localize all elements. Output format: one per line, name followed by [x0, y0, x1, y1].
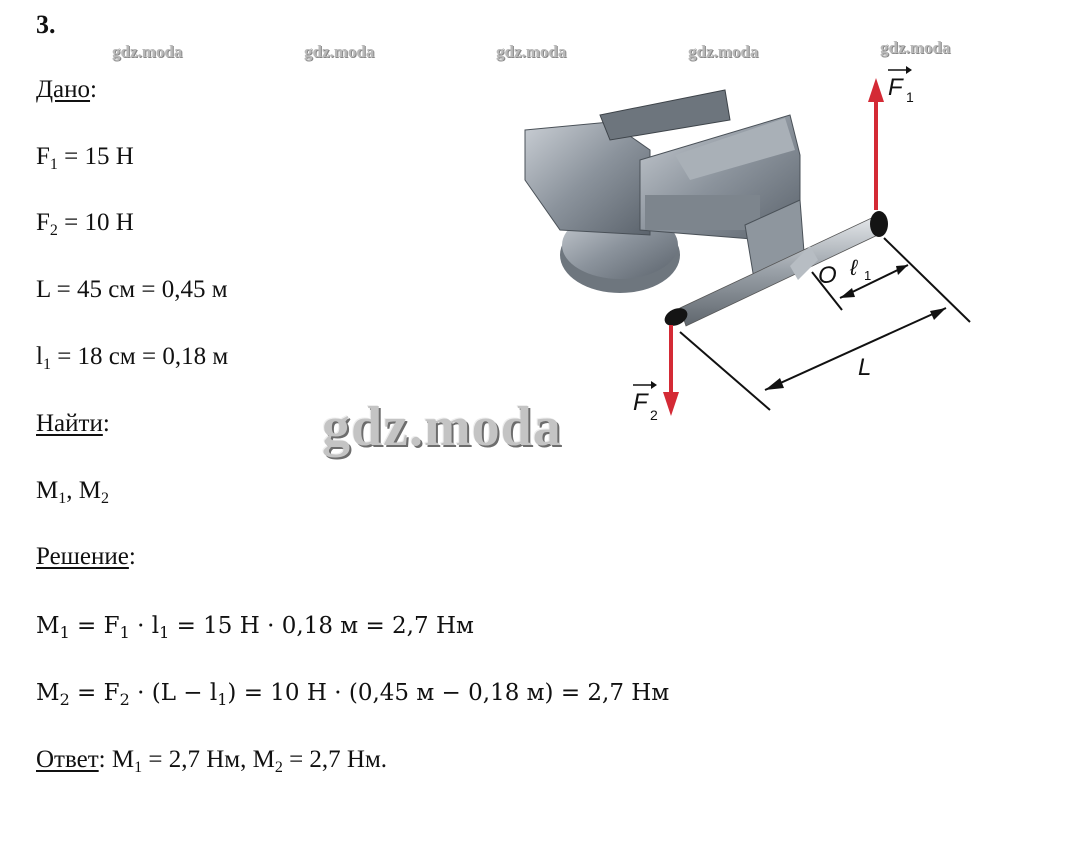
colon: :: [102, 410, 110, 437]
value-text: = 18 см = 0,18 м: [50, 343, 229, 370]
answer-text: = 2,7 Нм, M: [142, 746, 275, 773]
solution-heading: Решение: [36, 543, 129, 570]
colon: :: [128, 543, 136, 570]
colon: :: [90, 76, 97, 103]
given-f2: [36, 209, 134, 237]
label-l: L: [858, 354, 872, 381]
value-text: = 10 Н: [57, 209, 134, 236]
force-arrow-f1: [868, 78, 884, 210]
equation-m2: [36, 680, 670, 709]
formula-text: = F: [69, 613, 120, 639]
find-heading: Найти: [36, 410, 103, 437]
answer-line: [36, 746, 387, 774]
given-heading: Дано: [36, 76, 91, 103]
given-heading-line: [36, 76, 97, 104]
value-text: = 15 Н: [57, 143, 134, 170]
symbol: M: [36, 477, 59, 504]
formula-text: · l: [129, 613, 160, 639]
formula-text: ) = 10 Н · (0,45 м − 0,18 м) = 2,7 Нм: [227, 680, 670, 706]
answer-text: = 2,7 Нм.: [282, 746, 388, 773]
answer-heading: Ответ: [36, 746, 99, 773]
watermark: gdz.moda: [496, 42, 567, 61]
watermark: gdz.moda: [880, 38, 951, 57]
symbol: F: [36, 209, 50, 236]
solution-heading-line: [36, 543, 136, 571]
given-f1: [36, 143, 134, 171]
formula-text: = F: [69, 680, 120, 706]
symbol: M: [36, 680, 60, 706]
force-arrow-f2: [663, 325, 679, 416]
label-l1: ℓ: [850, 255, 858, 280]
subscript: 2: [100, 490, 109, 507]
formula-text: = 15 Н · 0,18 м = 2,7 Нм: [169, 613, 474, 639]
value-text: = 45 см = 0,45 м: [50, 276, 228, 303]
given-l1: [36, 343, 228, 371]
given-l: [36, 276, 228, 304]
vise-figure: [500, 60, 990, 440]
subscript: 1: [217, 690, 228, 709]
label-l1-sub: 1: [864, 268, 872, 283]
subscript: 1: [59, 623, 70, 642]
equation-m1: [36, 613, 474, 642]
watermark: gdz.moda: [688, 42, 759, 61]
problem-number: 3.: [36, 10, 56, 39]
subscript: 1: [134, 759, 143, 776]
subscript: 1: [58, 490, 67, 507]
label-f2: F: [633, 389, 648, 416]
find-values: [36, 477, 109, 505]
symbol: F: [36, 143, 50, 170]
subscript: 1: [49, 156, 58, 173]
subscript: 1: [119, 623, 130, 642]
label-o: O: [818, 262, 837, 289]
formula-text: · (L − l: [129, 680, 218, 706]
find-heading-line: [36, 410, 110, 438]
subscript: 1: [159, 623, 170, 642]
subscript: 2: [119, 690, 130, 709]
watermark: gdz.moda: [112, 42, 183, 61]
subscript: 2: [274, 759, 283, 776]
symbol: M: [78, 477, 101, 504]
answer-text: : M: [98, 746, 135, 773]
subscript: 2: [59, 690, 70, 709]
subscript: 1: [42, 356, 51, 373]
symbol: l: [36, 343, 43, 370]
separator: ,: [66, 477, 79, 504]
symbol: M: [36, 613, 60, 639]
subscript: 2: [49, 222, 58, 239]
vise-body: [525, 90, 805, 293]
symbol: L: [36, 276, 51, 303]
label-f1: F: [888, 74, 903, 101]
big-watermark: gdz.moda: [322, 396, 562, 458]
label-f2-sub: 2: [650, 407, 658, 423]
label-f1-sub: 1: [906, 89, 914, 105]
watermark: gdz.moda: [304, 42, 375, 61]
